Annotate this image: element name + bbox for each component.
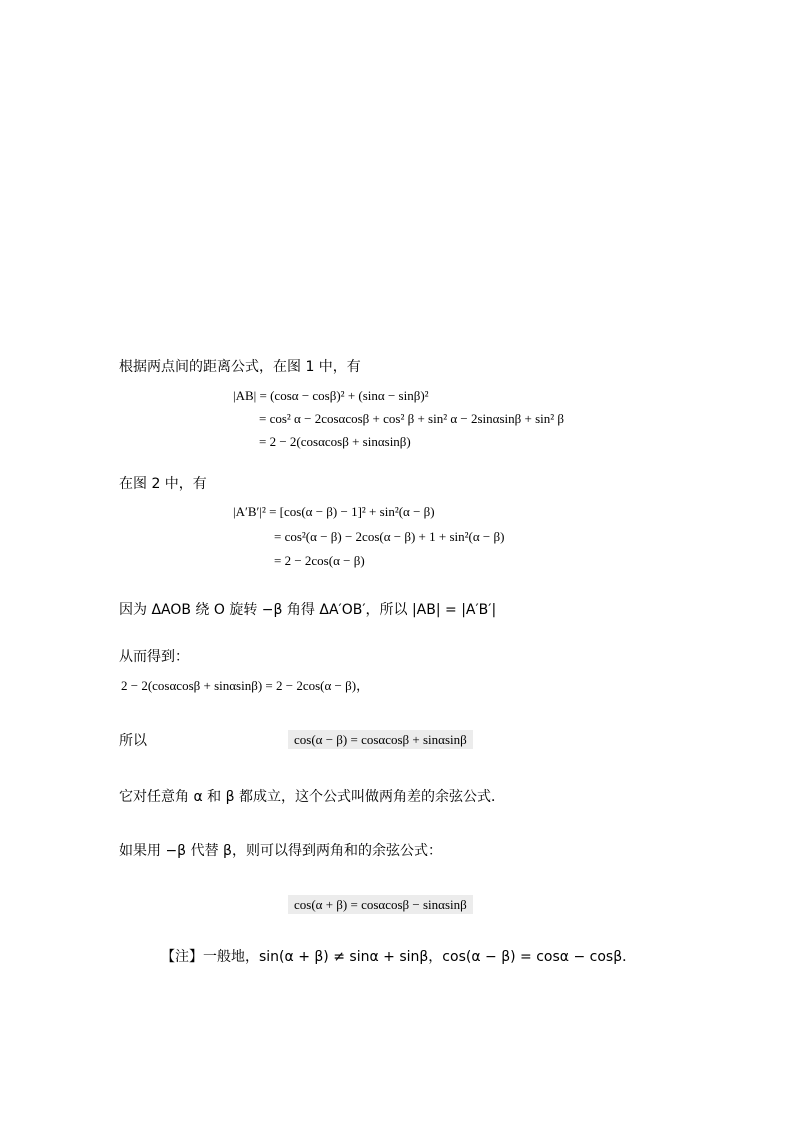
therefore-label: 从而得到： — [119, 649, 189, 665]
eq1-line1: |AB| = (cosα − cosβ)² + (sinα − sinβ)² — [233, 388, 429, 403]
eq2-line1: |A′B′|² = [cos(α − β) − 1]² + sin²(α − β) — [233, 504, 435, 519]
difference-formula-box: cos(α − β) = cosαcosβ + sinαsinβ — [288, 730, 473, 749]
intro-text: 根据两点间的距离公式，在图 1 中，有 — [119, 359, 361, 375]
eq1-line3: = 2 − 2(cosαcosβ + sinαsinβ) — [259, 434, 411, 449]
replace-text: 如果用 −β 代替 β，则可以得到两角和的余弦公式： — [119, 843, 442, 859]
eq2-line3: = 2 − 2cos(α − β) — [274, 553, 365, 568]
therefore-equation: 2 − 2(cosαcosβ + sinαsinβ) = 2 − 2cos(α − β)， — [121, 678, 370, 693]
statement-text: 它对任意角 α 和 β 都成立，这个公式叫做两角差的余弦公式． — [119, 789, 505, 805]
eq1-line2: = cos² α − 2cosαcosβ + cos² β + sin² α − 2sinαsinβ + sin² β — [259, 411, 565, 426]
so-label: 所以 — [119, 733, 147, 749]
fig2-intro-text: 在图 2 中，有 — [119, 476, 207, 492]
because-text: 因为 ΔAOB 绕 O 旋转 −β 角得 ΔA′OB′，所以 |AB| = |A′B′| — [119, 602, 497, 618]
eq2-line2: = cos²(α − β) − 2cos(α − β) + 1 + sin²(α − β) — [274, 529, 505, 544]
note-text: 【注】一般地，sin(α + β) ≠ sinα + sinβ，cos(α − β) = cosα − cosβ． — [161, 949, 637, 965]
sum-formula-box: cos(α + β) = cosαcosβ − sinαsinβ — [288, 895, 473, 914]
